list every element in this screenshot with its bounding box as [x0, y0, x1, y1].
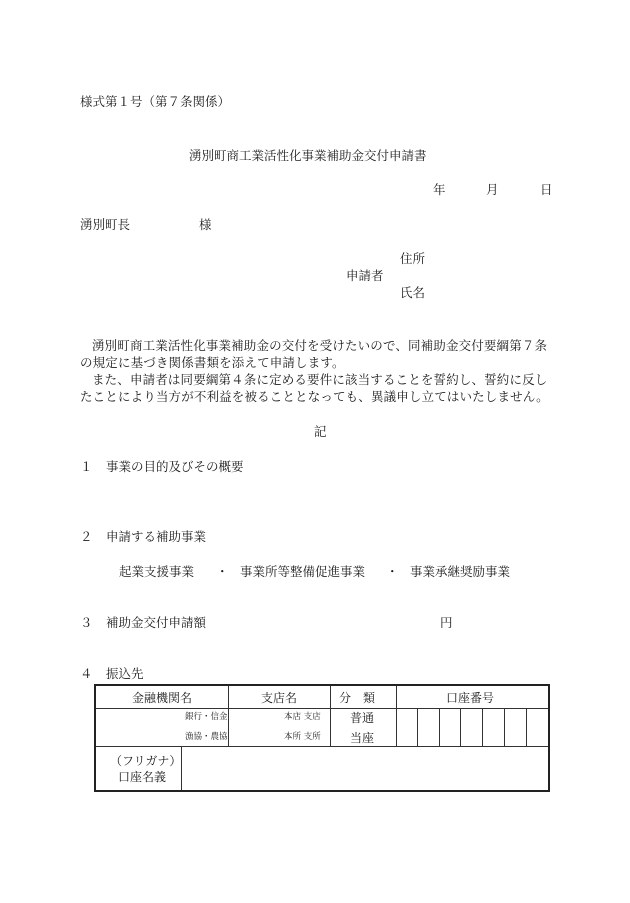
section-1-number: １ [80, 459, 93, 474]
institution-type-bank: 銀行・信金 [185, 712, 228, 722]
section-3-label: 補助金交付申請額 [106, 615, 207, 630]
table-divider [181, 746, 182, 790]
option-business-succession: 事業承継奨励事業 [410, 564, 511, 579]
account-digit-divider [482, 708, 483, 746]
section-2-label: 申請する補助事業 [106, 529, 207, 544]
account-digit-divider [526, 708, 527, 746]
account-digit-divider [460, 708, 461, 746]
date-month: 月 [486, 182, 499, 197]
header-institution: 金融機関名 [132, 691, 193, 705]
table-divider [396, 686, 397, 746]
section-3-number: ３ [80, 615, 93, 630]
applicant-label: 申請者 [346, 268, 384, 283]
option-office-development: 事業所等整備促進事業 [240, 564, 366, 579]
table-divider [330, 686, 331, 746]
account-digit-divider [504, 708, 505, 746]
holder-furigana-label: （フリガナ） [110, 754, 182, 768]
institution-type-coop: 漁協・農協 [185, 732, 228, 742]
table-divider [96, 708, 548, 709]
address-label: 住所 [400, 251, 426, 266]
date-year: 年 [433, 182, 446, 197]
section-1-label: 事業の目的及びその概要 [106, 459, 244, 474]
branch-type-coop: 本所 支所 [284, 732, 321, 742]
account-type-current: 当座 [350, 731, 375, 745]
name-label: 氏名 [400, 285, 426, 300]
form-number: 様式第１号（第７条関係） [80, 94, 231, 109]
table-divider [96, 746, 548, 747]
holder-name-label: 口座名義 [118, 770, 167, 784]
account-digit-divider [417, 708, 418, 746]
option-separator: ・ [386, 564, 399, 579]
addressee-name: 湧別町長 [80, 217, 131, 232]
addressee-honorific: 様 [199, 217, 212, 232]
body-paragraph-2: また、申請者は同要綱第４条に定める要件に該当することを誓約し、誓約に反したことにより当方が不利益を被ることとなっても、異議申し立てはいたしません。 [80, 372, 549, 404]
amount-unit: 円 [440, 615, 453, 630]
document-title: 湧別町商工業活性化事業補助金交付申請書 [189, 148, 427, 163]
section-4-number: ４ [80, 666, 93, 681]
option-startup-support: 起業支援事業 [119, 564, 195, 579]
branch-type-bank: 本店 支店 [284, 712, 321, 722]
date-day: 日 [540, 182, 553, 197]
section-2-number: ２ [80, 529, 93, 544]
option-separator: ・ [216, 564, 229, 579]
header-account: 口座番号 [446, 691, 495, 705]
table-divider [228, 686, 229, 746]
body-paragraph-1: 湧別町商工業活性化事業補助金の交付を受けたいので、同補助金交付要綱第７条の規定に基づき関係書類を添えて申請します。 [80, 338, 548, 370]
account-type-ordinary: 普通 [350, 711, 375, 725]
bank-account-table [94, 684, 550, 792]
header-type: 分 類 [339, 691, 376, 705]
ki-marker: 記 [314, 424, 327, 439]
body-text [80, 337, 552, 405]
section-4-label: 振込先 [106, 666, 144, 681]
account-digit-divider [439, 708, 440, 746]
header-branch: 支店名 [261, 691, 298, 705]
